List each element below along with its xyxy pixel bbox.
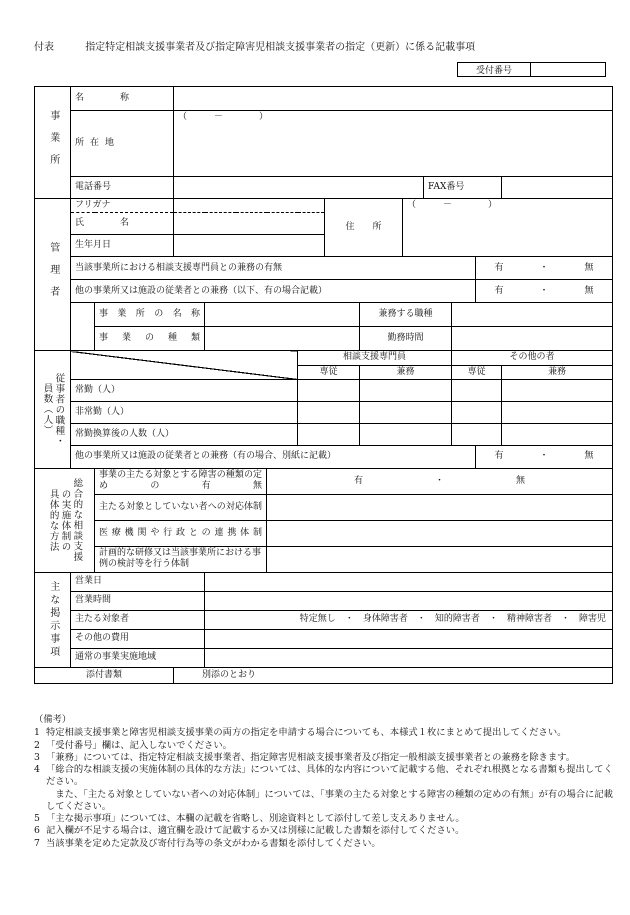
support-section-label-line2: の実施体制の [59, 488, 71, 552]
note-item-continued: また、「主たる対象としていない者への対応体制」については、「事業の主たる対象とする障害の種類の定めの有無」が有の場合に記載してください。 [46, 788, 613, 812]
staff-cell[interactable] [298, 379, 360, 401]
note-item: 5 「主な掲示事項」については、本欄の記載を省略し、別途資料として添付して差し支えありません。 [34, 813, 465, 825]
office-phone-field[interactable] [174, 177, 424, 199]
support-medical-collaboration-field[interactable] [267, 520, 613, 546]
staff-section-label-line1: 従事者の職種・ [53, 372, 65, 447]
notice-area-field[interactable] [205, 648, 613, 667]
notice-business-hours-field[interactable] [205, 591, 613, 610]
receipt-number-label: 受付番号 [458, 63, 531, 77]
notice-other-fees-label: その他の費用 [71, 629, 205, 648]
note-item: 3 「兼務」については、指定特定相談支援事業者、指定障害児相談支援事業者及び指定一般相談支援事業者との兼務を除きます。 [34, 751, 575, 763]
form-label: 付表 [34, 42, 54, 53]
concurrent-post-field[interactable] [452, 303, 613, 327]
application-form-table [34, 86, 613, 684]
office-address-label: 所在地 [71, 111, 174, 177]
notice-section-label: 主な掲示事項 [35, 572, 71, 667]
concurrent-office-name-field[interactable] [205, 303, 360, 327]
separator-dot: ・ [416, 614, 426, 625]
manager-name-field[interactable] [174, 213, 325, 235]
staff-specialist-header: 相談支援専門員 [298, 351, 452, 365]
manager-furigana-field[interactable] [174, 199, 325, 213]
office-fax-field[interactable] [502, 177, 613, 199]
staff-cell[interactable] [502, 379, 613, 401]
receipt-number-box [457, 62, 606, 77]
target-option-mental[interactable]: 精神障害者 [506, 614, 552, 625]
manager-postal-code: （ － ） [407, 200, 498, 210]
office-name-label: 名 称 [71, 87, 174, 111]
staff-cell[interactable] [360, 379, 452, 401]
form-header [34, 38, 475, 53]
target-option-none[interactable]: 特定無し [299, 614, 336, 625]
office-phone-label: 電話番号 [71, 177, 174, 199]
notice-other-fees-field[interactable] [205, 629, 613, 648]
staff-row-parttime-label: 非常勤（人） [71, 401, 298, 423]
separator-dot: ・ [561, 614, 571, 625]
notice-target-options[interactable] [205, 610, 613, 629]
yes-option[interactable]: 有 [494, 451, 504, 462]
staff-row-converted-label: 常勤換算後の人数（人） [71, 423, 298, 445]
concurrent-business-type-label: 事業の種類 [95, 327, 205, 351]
notice-target-label: 主たる対象者 [71, 610, 205, 629]
staff-other-facility-choice[interactable] [476, 445, 613, 468]
separator-dot: ・ [539, 285, 549, 296]
yes-option[interactable]: 有 [494, 262, 504, 273]
no-option[interactable]: 無 [584, 262, 594, 273]
separator-dot: ・ [344, 614, 354, 625]
support-disability-type-choice[interactable] [267, 468, 613, 494]
separator-dot: ・ [539, 451, 549, 462]
manager-other-facility-question: 他の事業所又は施設の従業者との兼務（以下、有の場合記載） [71, 280, 476, 303]
support-section-label-line3: 具体的な方法 [47, 488, 59, 552]
support-section-label [35, 468, 95, 572]
target-option-physical[interactable]: 身体障害者 [362, 614, 408, 625]
support-item-non-target: 主たる対象としていない者への対応体制 [95, 494, 267, 520]
note-item: 4 「総合的な相談支援の実施体制の具体的な方法」については、具体的な内容について記載する他、それぞれ根拠となる書類も提出してください。 [34, 764, 613, 788]
staff-row-fulltime-label: 常勤（人） [71, 379, 298, 401]
specialist-dedicated-header: 専従 [298, 365, 360, 379]
no-option[interactable]: 無 [584, 451, 594, 462]
staff-cell[interactable] [298, 423, 360, 445]
manager-concurrent-specialist-choice[interactable] [476, 257, 613, 280]
staff-cell[interactable] [502, 423, 613, 445]
other-concurrent-header: 兼務 [502, 365, 613, 379]
notes-title: （備考） [34, 714, 72, 725]
staff-other-header: その他の者 [452, 351, 613, 365]
work-hours-field[interactable] [452, 327, 613, 351]
support-non-target-field[interactable] [267, 494, 613, 520]
concurrent-post-label: 兼務する職種 [360, 303, 452, 327]
attachment-value: 別添のとおり [174, 667, 613, 683]
manager-section-label: 管理者 [35, 199, 71, 351]
no-option[interactable]: 無 [584, 285, 594, 296]
manager-birthdate-label: 生年月日 [71, 235, 174, 257]
manager-other-facility-choice[interactable] [476, 280, 613, 303]
concurrent-office-name-label: 事業所の名称 [95, 303, 205, 327]
office-postal-code: （ － ） [178, 112, 269, 122]
staff-cell[interactable] [360, 423, 452, 445]
attachment-label: 添付書類 [35, 667, 174, 683]
note-item: 6 記入欄が不足する場合は、適宜欄を設けて記載するか又は別様に記載した書類を添付してください。 [34, 825, 465, 837]
staff-cell[interactable] [452, 423, 502, 445]
concurrent-business-type-field[interactable] [205, 327, 360, 351]
support-item-disability-type: 事業の主たる対象とする障害の種類の定めの有無 [95, 468, 267, 494]
no-option[interactable]: 無 [516, 475, 526, 486]
manager-address-field[interactable] [403, 199, 613, 257]
notice-business-days-label: 営業日 [71, 572, 205, 591]
manager-name-label: 氏 名 [71, 213, 174, 235]
staff-cell[interactable] [452, 379, 502, 401]
manager-address-label: 住 所 [325, 199, 403, 257]
note-item: 2 「受付番号」欄は、記入しないでください。 [34, 739, 232, 751]
target-option-child[interactable]: 障害児 [579, 614, 607, 625]
separator-dot: ・ [539, 262, 549, 273]
staff-header-diagonal [71, 351, 298, 380]
office-section-label: 事業所 [35, 87, 71, 199]
staff-section-label [35, 351, 71, 469]
notice-business-hours-label: 営業時間 [71, 591, 205, 610]
support-training-field[interactable] [267, 546, 613, 572]
notice-area-label: 通常の事業実施地域 [71, 648, 205, 667]
separator-dot: ・ [488, 614, 498, 625]
support-item-medical-collaboration: 医療機関や行政との連携体制 [95, 520, 267, 546]
form-title: 指定特定相談支援事業者及び指定障害児相談支援事業者の指定（更新）に係る記載事項 [85, 42, 476, 53]
specialist-concurrent-header: 兼務 [360, 365, 452, 379]
receipt-number-field[interactable] [531, 63, 606, 77]
manager-birthdate-field[interactable] [174, 235, 325, 257]
separator-dot: ・ [435, 475, 445, 486]
notes-section [34, 714, 616, 850]
note-item: 1 特定相談支援事業と障害児相談支援事業の両方の指定を申請する場合についても、本様式１枚にまとめて提出してください。 [34, 727, 567, 739]
support-item-training: 計画的な研修又は当該事業所における事例の検討等を行う体制 [95, 546, 267, 572]
staff-cell[interactable] [502, 401, 613, 423]
manager-concurrent-specialist-question: 当該事業所における相談支援専門員との兼務の有無 [71, 257, 476, 280]
target-option-intellectual[interactable]: 知的障害者 [434, 614, 480, 625]
office-fax-label: FAX番号 [424, 177, 502, 199]
staff-section-label-line2: 員数（人） [41, 383, 53, 436]
staff-cell[interactable] [360, 401, 452, 423]
office-address-field[interactable] [174, 111, 613, 177]
staff-cell[interactable] [298, 401, 360, 423]
staff-other-facility-question: 他の事業所又は施設の従業者との兼務（有の場合、別紙に記載） [71, 445, 476, 468]
support-section-label-line1: 総合的な相談支援 [71, 478, 83, 563]
notice-business-days-field[interactable] [205, 572, 613, 591]
yes-option[interactable]: 有 [353, 475, 363, 486]
note-item: 7 当該事業を定めた定款及び寄付行為等の条文がわかる書類を添付してください。 [34, 837, 381, 849]
office-name-field[interactable] [174, 87, 613, 111]
work-hours-label: 勤務時間 [360, 327, 452, 351]
staff-cell[interactable] [452, 401, 502, 423]
other-dedicated-header: 専従 [452, 365, 502, 379]
yes-option[interactable]: 有 [494, 285, 504, 296]
manager-furigana-label: フリガナ [71, 199, 174, 213]
